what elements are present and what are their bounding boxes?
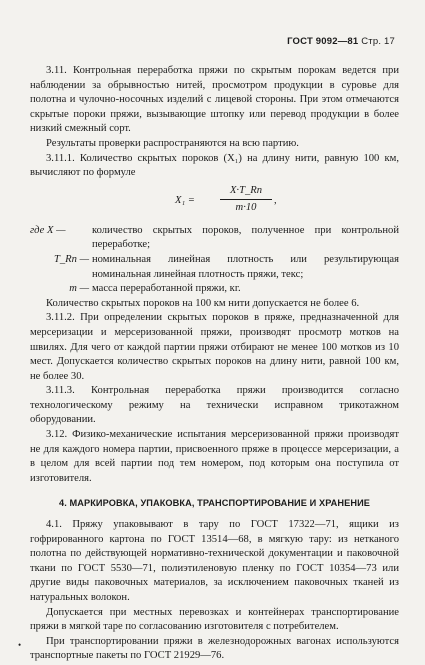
paragraph-results: Результаты проверки распространяются на всю партию. bbox=[46, 137, 299, 149]
formula-lhs: X₁ = bbox=[175, 194, 195, 206]
paragraph-allowed: Количество скрытых пороков на 100 км нити допускается не более 6. bbox=[46, 297, 360, 309]
paragraph-4-1: 4.1. Пряжу упаковывают в тару по ГОСТ 17322—71, ящики из гофрированного картона по ГОСТ 13514—68, в мягкую тару: из нетканого полотна по действующей нормативно-технической документации и паковочной ткани по ГОСТ 5530—71, полиэтиленовую пленку по ГОСТ 10354—73 или другие виды паковочных материалов, за исключением паковочных тканей из натуральных волокон. bbox=[30, 519, 399, 603]
definition-x bbox=[30, 224, 399, 253]
definition-symbol: T_Rn — bbox=[53, 253, 89, 265]
definition-symbol: где X — bbox=[30, 224, 66, 236]
page-header bbox=[287, 36, 395, 47]
formula-tail: , bbox=[274, 194, 277, 206]
paragraph-3-11-3: 3.11.3. Контрольная переработка пряжи производится согласно технологическому режиму на технически исправном трикотажном оборудовании. bbox=[30, 385, 399, 426]
definition-m bbox=[30, 282, 399, 297]
paragraph-3-12: 3.12. Физико-механические испытания мерсеризованной пряжи производят не для каждого номера партии, присвоенного пряже в процессе мерсеризации, а в целом для всей партии под тем номером, под которым она поступила от изготовителя. bbox=[30, 429, 399, 484]
definition-trn bbox=[30, 253, 399, 282]
scan-mark: • bbox=[18, 640, 22, 650]
formula-numerator: X·T_Rn bbox=[220, 184, 272, 201]
definition-symbol: m — bbox=[69, 283, 89, 295]
formula-fraction bbox=[220, 184, 272, 216]
formula-denominator: m·10 bbox=[235, 202, 257, 214]
paragraph-3-11-1: 3.11.1. Количество скрытых пороков (X₁) на длину нити, равную 100 км, вычисляют по формуле bbox=[30, 152, 399, 179]
definition-text: количество скрытых пороков, полученное при контрольной переработке; bbox=[92, 224, 399, 251]
paragraph-transport: Допускается при местных перевозках и контейнерах транспортирование пряжи в мягкой таре по согласованию изготовителя с потребителем. bbox=[30, 606, 399, 633]
paragraph-3-11: 3.11. Контрольная переработка пряжи по скрытым порокам ведется при наблюдении за обрывностью нитей, просмотром продукции в суровье для полотна и чулочно-носочных изделий с лицевой стороны. При этом отмечаются скрытые пороки пряжи, вызывающие штопку или перевод продукции в более низкий смежный сорт. bbox=[30, 65, 399, 135]
formula bbox=[30, 184, 399, 218]
definition-text: номинальная линейная плотность или результирующая номинальная линейная плотность пряжи, текс; bbox=[92, 253, 399, 280]
paragraph-3-11-2: 3.11.2. При определении скрытых пороков в пряже, предназначенной для мерсеризации и мерсеризованной пряжи, производят просмотр мотков на швилях. Для чего от каждой партии пряжи отбирают не менее 100 мотков из 10 мест. Допускается количество скрытых пороков на длину нити, равной 100 км, не более 30. bbox=[30, 312, 399, 382]
document-body bbox=[30, 64, 399, 664]
standard-number: ГОСТ 9092—81 bbox=[287, 36, 359, 47]
definition-text: масса переработанной пряжи, кг. bbox=[92, 283, 241, 295]
page-number: Стр. 17 bbox=[361, 36, 395, 47]
definitions-list bbox=[30, 224, 399, 297]
paragraph-rail: При транспортировании пряжи в железнодорожных вагонах используются транспортные пакеты по ГОСТ 21929—76. bbox=[30, 635, 399, 662]
section-4-title: 4. МАРКИРОВКА, УПАКОВКА, ТРАНСПОРТИРОВАНИЕ И ХРАНЕНИЕ bbox=[58, 498, 371, 509]
